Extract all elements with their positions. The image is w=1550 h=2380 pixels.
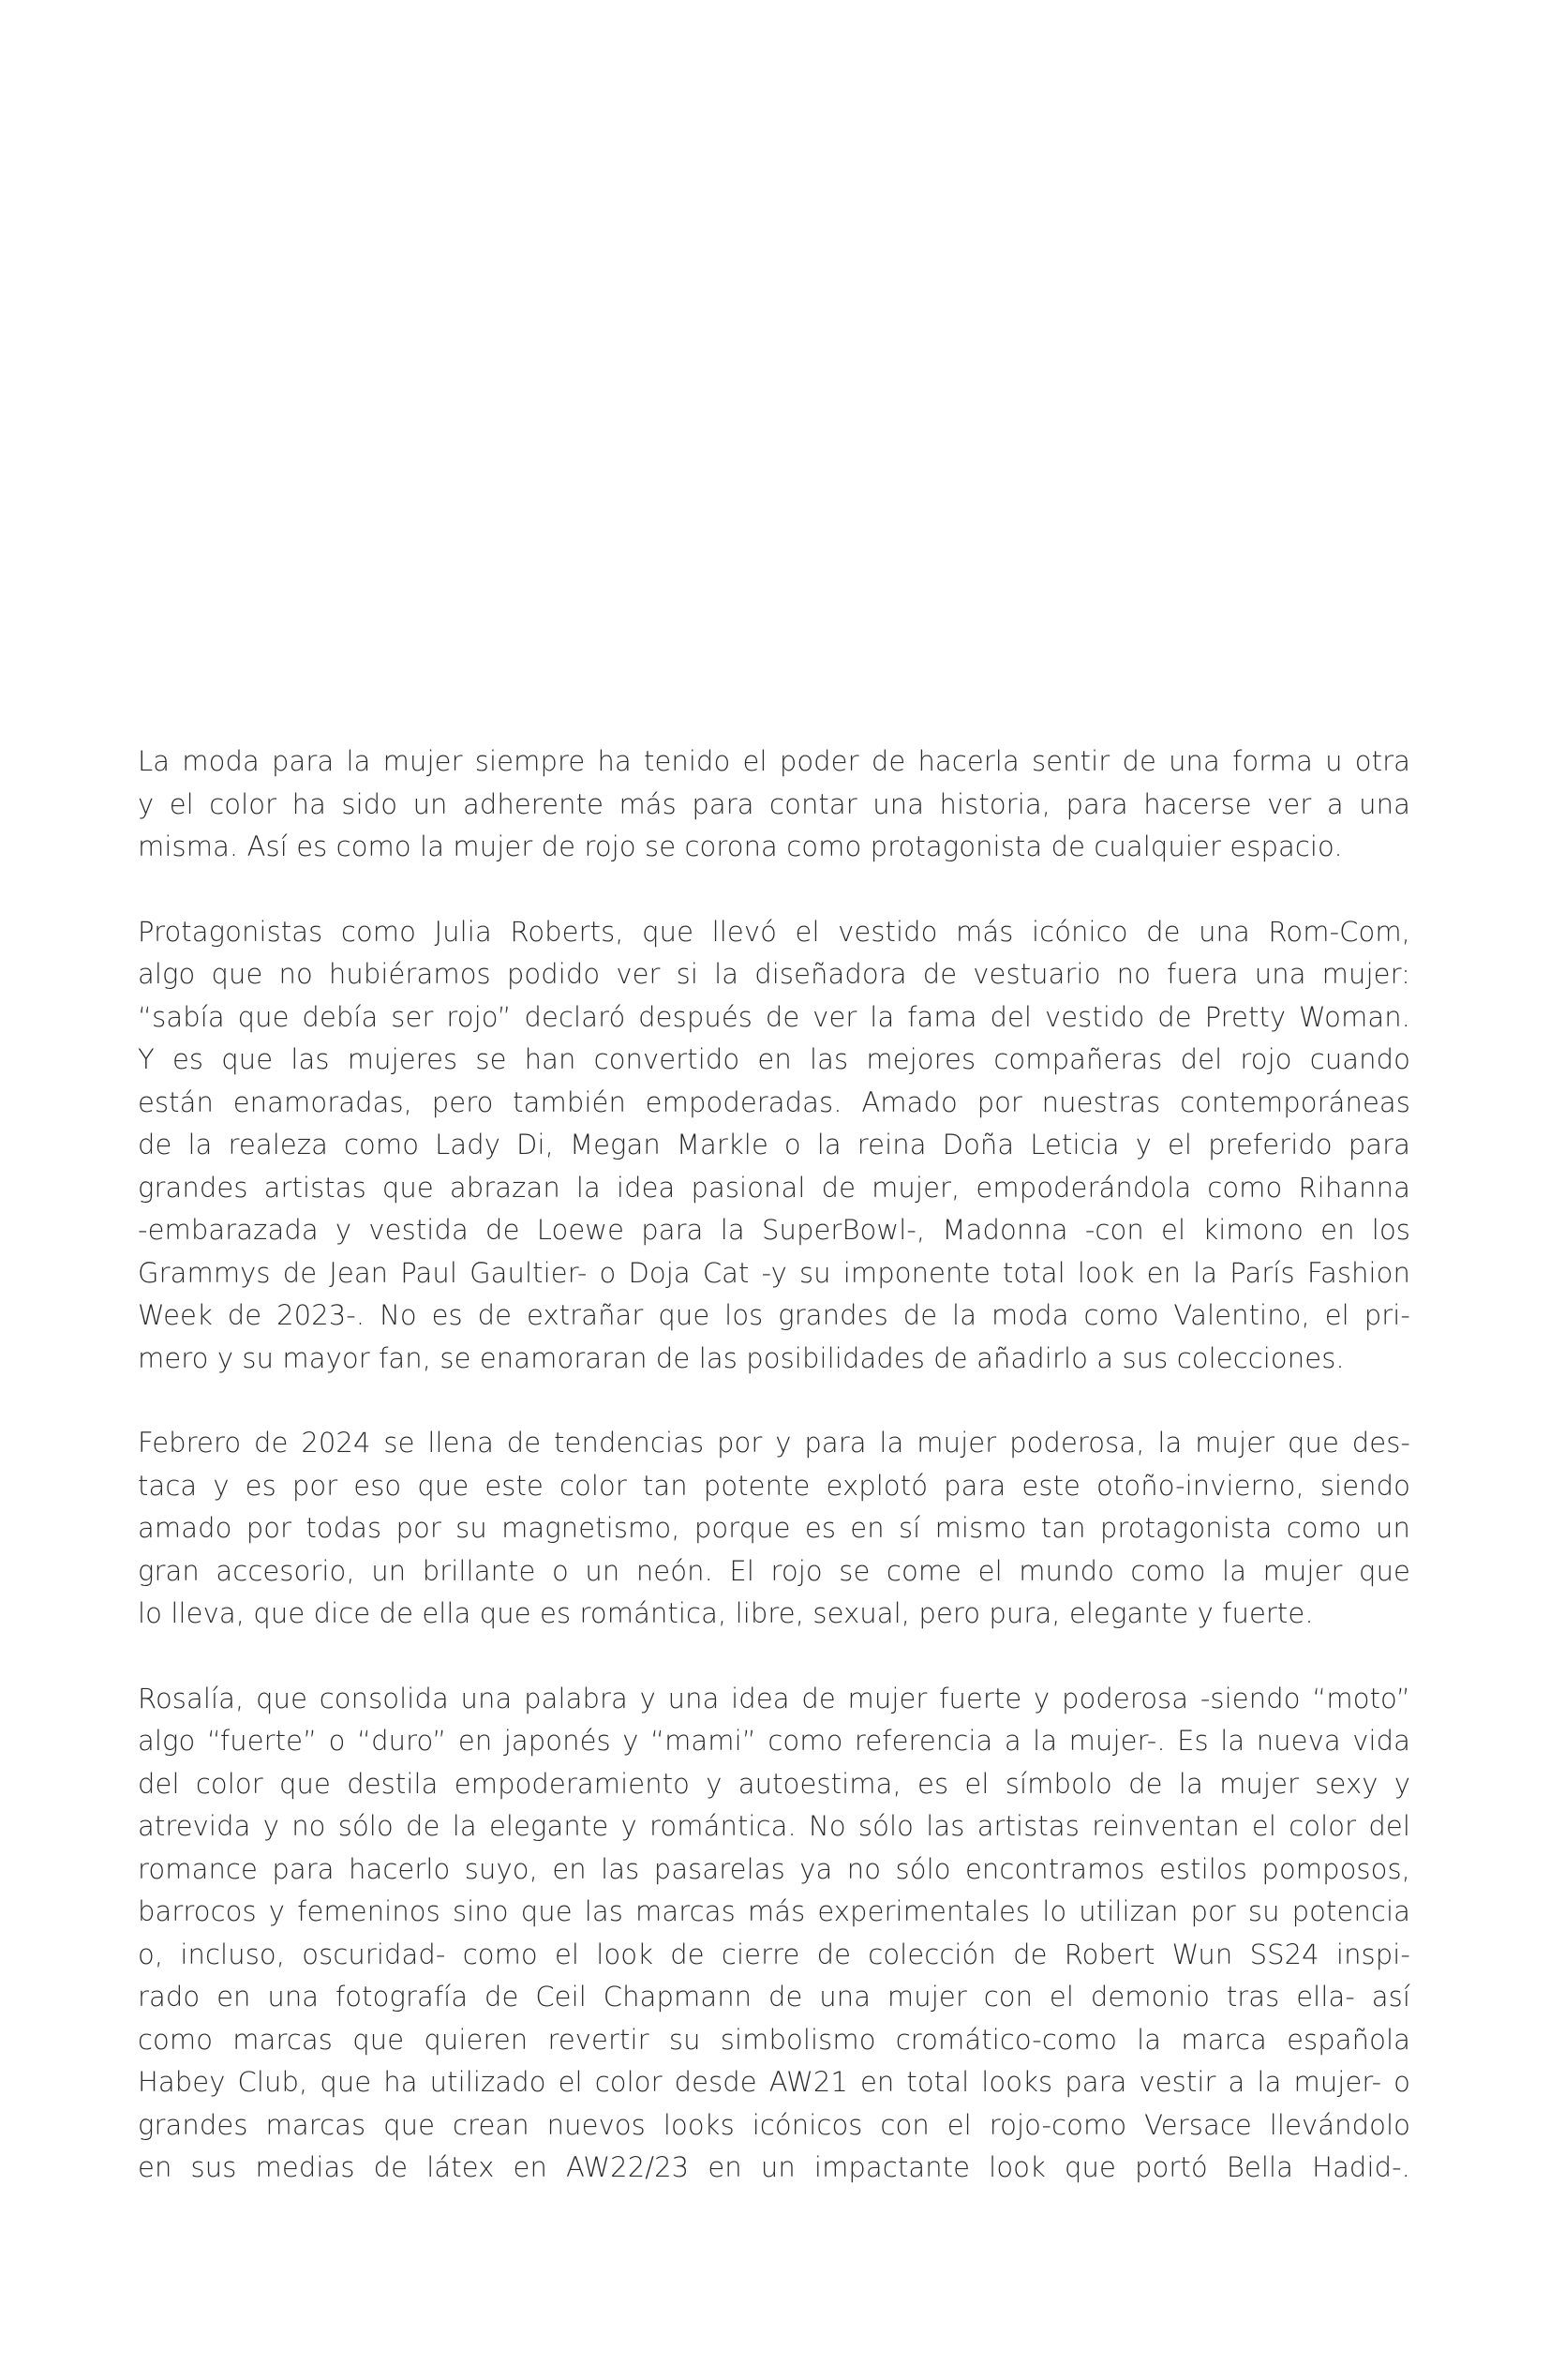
paragraph-protagonistas [138, 911, 1410, 1381]
text-line: taca y es por eso que este color tan potente explotó para este otoño-invierno, siendo [138, 1469, 1410, 1502]
text-line: grandes artistas que abrazan la idea pasional de mujer, empoderándola como Rihanna [138, 1171, 1410, 1204]
text-line: Habey Club, que ha utilizado el color desde AW21 en total looks para vestir a la mujer- o [138, 2066, 1410, 2098]
text-line: La moda para la mujer siempre ha tenido el poder de hacerla sentir de una forma u otra [138, 745, 1410, 777]
paragraph-febrero [138, 1422, 1410, 1636]
text-line: atrevida y no sólo de la elegante y romántica. No sólo las artistas reinventan el color del [138, 1810, 1410, 1842]
text-line: Week de 2023-. No es de extrañar que los grandes de la moda como Valentino, el pri- [138, 1299, 1410, 1331]
text-line: romance para hacerlo suyo, en las pasarelas ya no sólo encontramos estilos pomposos, [138, 1852, 1410, 1885]
text-line: Grammys de Jean Paul Gaultier- o Doja Cat -y su imponente total look en la París Fashion [138, 1256, 1410, 1289]
text-line: gran accesorio, un brillante o un neón. El rojo se come el mundo como la mujer que [138, 1554, 1410, 1587]
text-line: rado en una fotografía de Ceil Chapmann de una mujer con el demonio tras ella- así [138, 1981, 1410, 2013]
text-line: en sus medias de látex en AW22/23 en un impactante look que portó Bella Hadid-. [138, 2151, 1410, 2183]
text-line: o, incluso, oscuridad- como el look de cierre de colección de Robert Wun SS24 inspi- [138, 1938, 1410, 1970]
text-line: Rosalía, que consolida una palabra y una idea de mujer fuerte y poderosa -siendo “moto” [138, 1682, 1410, 1714]
text-line: de la realeza como Lady Di, Megan Markle o la reina Doña Leticia y el preferido para [138, 1129, 1410, 1160]
text-line: algo “fuerte” o “duro” en japonés y “mami” como referencia a la mujer-. Es la nueva vida [138, 1725, 1410, 1757]
text-line: grandes marcas que crean nuevos looks icónicos con el rojo-como Versace llevándolo [138, 2108, 1410, 2141]
text-line: Febrero de 2024 se llena de tendencias por y para la mujer poderosa, la mujer que des- [138, 1427, 1410, 1459]
text-line: como marcas que quieren revertir su simbolismo cromático-como la marca española [138, 2023, 1410, 2056]
text-line: y el color ha sido un adherente más para contar una historia, para hacerse ver a una [138, 787, 1410, 820]
text-line: del color que destila empoderamiento y autoestima, es el símbolo de la mujer sexy y [138, 1767, 1410, 1800]
paragraph-intro [138, 741, 1410, 869]
paragraph-rosalia [138, 1678, 1410, 2190]
text-line: mero y su mayor fan, se enamoraran de las posibilidades de añadirlo a sus colecciones. [138, 1341, 1345, 1374]
text-line: Y es que las mujeres se han convertido en las mejores compañeras del rojo cuando [138, 1043, 1410, 1075]
text-line: misma. Así es como la mujer de rojo se corona como protagonista de cualquier espacio. [138, 831, 1343, 862]
text-line: -embarazada y vestida de Loewe para la SuperBowl-, Madonna -con el kimono en los [138, 1214, 1410, 1246]
text-line: lo lleva, que dice de ella que es romántica, libre, sexual, pero pura, elegante y fuerte. [138, 1597, 1314, 1629]
text-line: amado por todas por su magnetismo, porque es en sí mismo tan protagonista como un [138, 1512, 1410, 1544]
text-line: están enamoradas, pero también empoderadas. Amado por nuestras contemporáneas [138, 1085, 1410, 1118]
text-line: “sabía que debía ser rojo” declaró después de ver la fama del vestido de Pretty Woman. [138, 1000, 1410, 1033]
article-body [138, 741, 1410, 2232]
text-line: Protagonistas como Julia Roberts, que llevó el vestido más icónico de una Rom-Com, [138, 915, 1410, 948]
text-line: algo que no hubiéramos podido ver si la diseñadora de vestuario no fuera una mujer: [138, 958, 1410, 990]
text-line: barrocos y femeninos sino que las marcas más experimentales lo utilizan por su potencia [138, 1895, 1410, 1927]
